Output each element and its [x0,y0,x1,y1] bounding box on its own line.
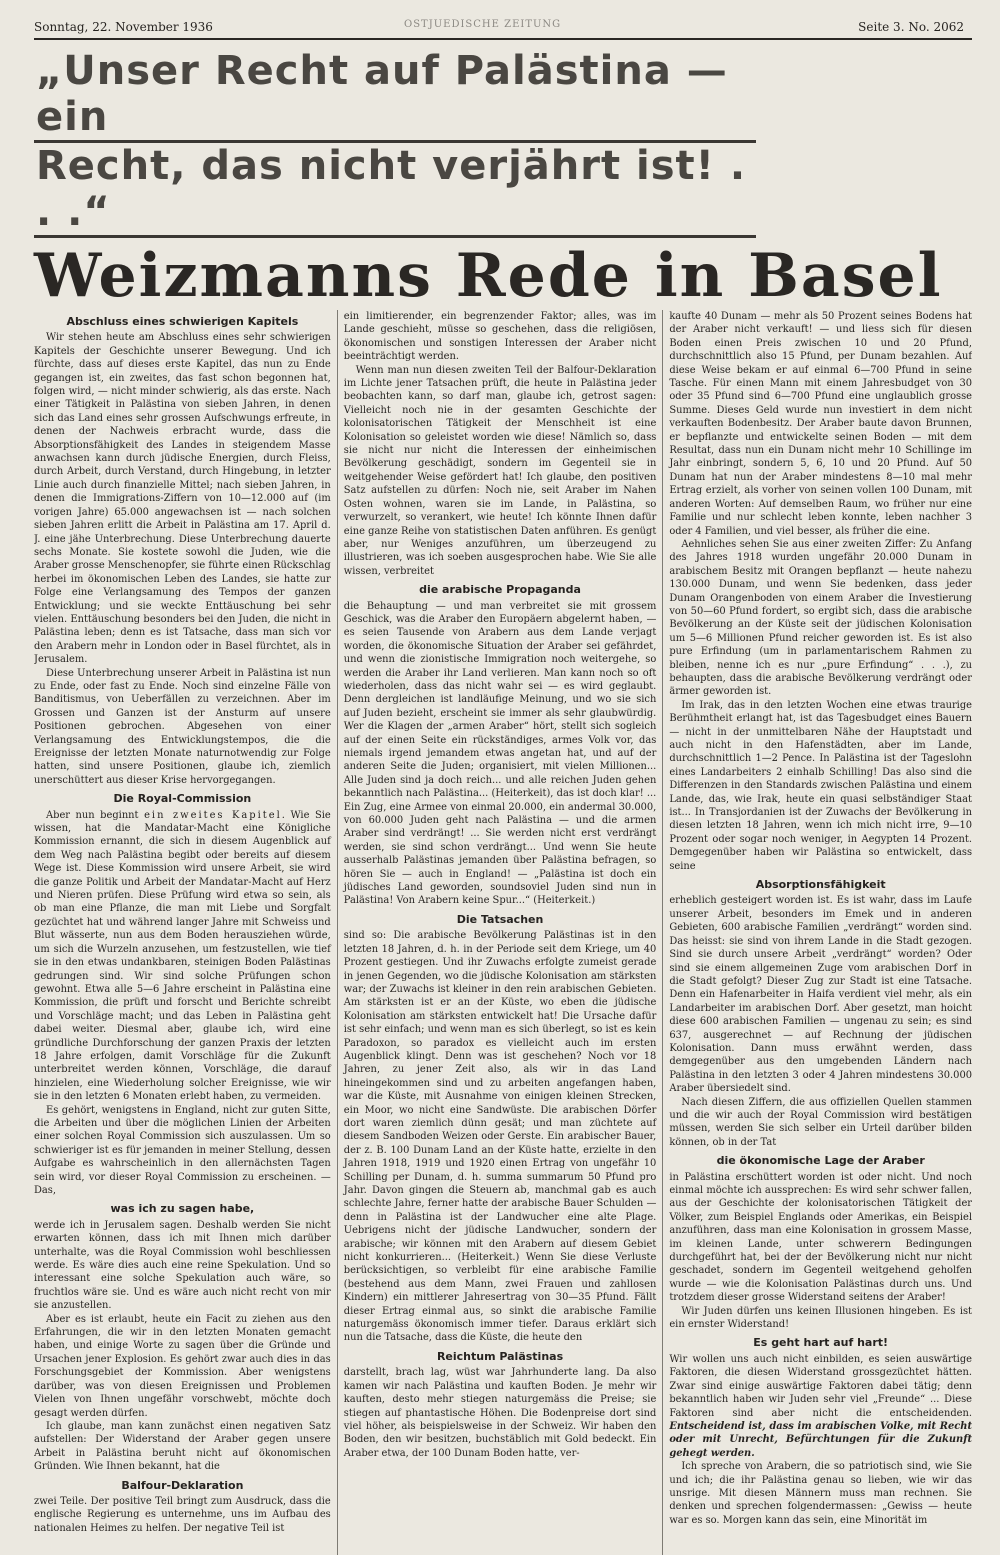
paragraph: werde ich in Jerusalem sagen. Deshalb werden Sie nicht erwarten können, dass ich mit Ihnen mich darüber unterhalte, was die Royal Commission wohl beschliessen werde. Es wäre dies auch eine reine Spekulation. Und so interessant eine solche Spekulation auch wäre, so fruchtlos wäre sie. Und es wäre auch nicht recht von mir sie anzustellen. [34,1219,331,1312]
main-headline: Weizmanns Rede in Basel [34,241,943,311]
paragraph: Im Irak, das in den letzten Wochen eine etwas traurige Berühmtheit erlangt hat, ist das Tagesbudget eines Bauern — nicht in der unmittelbaren Nähe der Hauptstadt und auch nicht in den Hafenstädten, aber im Lande, durchschnittlich 1—2 Pence. In Palästina ist der Tageslohn eines Landarbeiters 2 einhalb Schilling! Das also sind die Differenzen in den Standards zwischen Palästina und einem Lande, das, wie Irak, heute ein quasi selbständiger Staat ist... In Transjordanien ist der Zuwachs der Bevölkerung in diesen letzten 18 Jahren, wenn ich mich nicht irre, 9—10 Prozent oder sogar noch weniger, in Aegypten 14 Prozent. Demgegenüber haben wir Palästina so entwickelt, dass seine [669,699,973,872]
paragraph: Wir wollen uns auch nicht einbilden, es seien auswärtige Faktoren, die diesen Widerstand grossgezüchtet hätten. Zwar sind einige auswärtige Faktoren dabei tätig; denn bekanntlich haben wir Juden sehr viel „Freunde“ ... Diese Faktoren sind aber nicht die entscheidenden. Entscheidend ist, dass im arabischen Volke, mit Recht oder mit Unrecht, Befürchtungen für die Zukunft gehegt werden. [669,1353,973,1459]
paragraph: darstellt, brach lag, wüst war Jahrhunderte lang. Da also kamen wir nach Palästina und kauften Boden. Je mehr wir kauften, desto mehr stiegen naturgemäss die Preise; sie stiegen auf phantastische Höhen. Die Bodenpreise dort sind viel höher, als beispielsweise in der Schweiz. Wir haben den Boden, den wir besitzen, buchstäblich mit Gold bedeckt. Ein Araber etwa, der 100 Dunam Boden hatte, ver- [343,1367,657,1459]
quote-headline-line-2: Recht, das nicht verjährt ist! . . .“ [34,143,756,238]
paragraph: erheblich gesteigert worden ist. Es ist wahr, dass im Laufe unserer Arbeit, besonders im Emek und in anderen Gebieten, 600 arabische Familien „verdrängt“ worden sind. Das heisst: sie sind von ihrem Lande in die Stadt gezogen. Sind sie durch unsere Arbeit „verdrängt“ worden? Oder sind sie einem allgemeinen Zuge vom arabischen Dorf in die Stadt gefolgt? Dieser Zug zur Stadt ist eine Tatsache. Denn ein Hafenarbeiter in Haifa verdient viel mehr, als ein Landarbeiter im arabischen Dorf. Aber gesetzt, man hoicht diese 600 arabischen Familien — ungenau zu sein; es sind 637, ausgerechnet — auf Rechnung der jüdischen Kolonisation. Dann muss erwähnt werden, dass demgegenüber aus den umgebenden Ländern nach Palästina in den letzten 3 oder 4 Jahren mindestens 30.000 Araber übersiedelt sind. [669,895,973,1095]
issue-date: Sonntag, 22. November 1936 [34,20,213,34]
subheading: die arabische Propaganda [419,583,581,597]
paragraph: Wir Juden dürfen uns keinen Illusionen hingeben. Es ist ein ernster Widerstand! [669,1305,973,1331]
paragraph: zwei Teile. Der positive Teil bringt zum Ausdruck, dass die englische Regierung es unternehme, uns im Aufbau des nationalen Heimes zu helfen. Der negative Teil ist [34,1495,331,1534]
paragraph: Es gehört, wenigstens in England, nicht zur guten Sitte, die Arbeiten und über die möglichen Linien der Arbeiten einer solchen Royal Commission sich auszulassen. Um so schwieriger ist es für jemanden in meiner Stellung, dessen Aufgabe es wahrscheinlich in den allernächsten Tagen sein wird, vor dieser Royal Commission zu erscheinen. —Das, [34,1104,331,1196]
subheading: was ich zu sagen habe, [110,1202,255,1216]
paragraph: kaufte 40 Dunam — mehr als 50 Prozent seines Bodens hat der Araber nicht verkauft! — und liess sich für diesen Boden einen Preis zwischen 10 und 20 Pfund, durchschnittlich also 15 Pfund, per Dunam bezahlen. Auf diese Weise bekam er auf einmal 6—700 Pfund in seine Tasche. Für einen Mann mit einem Jahresbudget von 30 oder 35 Pfund sind 6—700 Pfund eine unglaublich grosse Summe. Dieses Geld wurde nun investiert in dem nicht verkauften Bodenbesitz. Der Araber baute davon Brunnen, er bepflanzte und entwickelte seinen Boden — mit dem Resultat, dass nun ein Dunam nicht mehr 10 Schillinge im Jahr einbringt, sondern 5, 6, 10 und 20 Pfund. Auf 50 Dunam hat nun der Araber mindestens 8—10 mal mehr Ertrag erzielt, als vorher von seinen vollen 100 Dunam, mit anderen Worten: Auf demselben Raum, wo früher nur eine Familie und nur schlecht leben konnte, leben nachher 3 oder 4 Familien, und viel besser, als früher die eine. [669,311,973,537]
paragraph: Nach diesen Ziffern, die aus offiziellen Quellen stammen und die wir auch der Royal Commission wird bestätigen müssen, werden Sie sich selber ein Urteil darüber bilden können, ob in der Tat [669,1096,973,1148]
subheading: Balfour-Deklaration [121,1478,244,1492]
paragraph: Aber es ist erlaubt, heute ein Facit zu ziehen aus den Erfahrungen, die wir in den letzten Monaten gemacht haben, und einige Worte zu sagen über die Gründe und Ursachen jener Explosion. Es gehört zwar auch dies in das Forschungsgebiet der Kommission. Aber wenigstens darüber, was von diesen Ereignissen und Problemen Vielen von Ihnen ungefähr vorschwebt, möchte doch gesagt werden dürfen. [34,1313,331,1419]
column-3 [663,310,972,1555]
subheading: Abschluss eines schwierigen Kapitels [66,315,299,328]
paragraph: in Palästina erschüttert worden ist oder nicht. Und noch einmal möchte ich aussprechen: Es wird sehr schwer fallen, aus der Geschichte der kolonisatorischen Tätigkeit der Völker, zum Beispiel Englands oder Amerikas, ein Beispiel anzuführen, dass man eine Kolonisation in grossem Masse, im kleinen Lande, unter schwerern Bedingungen durchgeführt hat, bei der der Bevölkerung nicht nur nicht geschadet, sondern im Gegenteil weitgehend geholfen wurde — wie die Kolonisation Palästinas durch uns. Und trotzdem dieser grosse Widerstand seitens der Araber! [669,1171,973,1304]
paragraph: Wenn man nun diesen zweiten Teil der Balfour-Deklaration im Lichte jener Tatsachen prüft, die heute in Palästina jeder beobachten kann, so darf man, glaube ich, getrost sagen: Vielleicht noch nie in der gesamten Geschichte der kolonisatorischen Tätigkeit der Menschheit ist eine Kolonisation so geleistet worden wie diese! Nämlich so, dass sie nicht nur nicht die Interessen der einheimischen Bevölkerung geschädigt, sondern im Gegenteil sie in weitgehender Weise gefördert hat! Ich glaube, den positiven Satz aufstellen zu dürfen: Noch nie, seit Araber im Nahen Osten wohnen, waren sie im Lande, in Palästina, so verwurzelt, so verankert, wie heute! Ich könnte Ihnen dafür eine ganze Reihe von statistischen Daten anführen. Es genügt aber, nur Weniges anzuführen, um überzeugend zu illustrieren, was ich soeben ausgesprochen habe. Wie Sie alle wissen, verbreitet [343,364,657,577]
paragraph: Aber nun beginnt ein zweites Kapitel. Wie Sie wissen, hat die Mandatar-Macht eine Königliche Kommission ernannt, die sich in diesem Augenblick auf dem Weg nach Palästina begibt oder bereits auf diesem Wege ist. Diese Kommission wird unsere Arbeit, sie wird die ganze Politik und Arbeit der Mandatar-Macht auf Herz und Nieren prüfen. Diese Prüfung wird etwa so sein, als ob man eine Pflanze, die man mit Liebe und Sorgfalt gezüchtet hat und während langer Jahre mit Schweiss und Blut wässerte, nun aus dem Boden herausziehen würde, um sich die Wurzeln anzusehen, um festzustellen, wie tief sie in den etwas undankbaren, steinigen Boden Palästinas gedrungen sind. Wir sind solche Prüfungen schon gewohnt. Etwa alle 5—6 Jahre erscheint in Palästina eine Kommission, die prüft und forscht und Berichte schreibt und Vorschläge macht; und das Leben in Palästina geht dabei weiter. Diesmal aber, glaube ich, wird eine gründliche Durchforschung der ganzen Praxis der letzten 18 Jahre erfolgen, damit Vorschläge für die Zukunft unterbreitet werden können, Vorschläge, die darauf hinzielen, eine Wiederholung solcher Ereignisse, wie wir sie in den letzten 6 Monaten erlebt haben, zu vermeiden. [34,809,331,1103]
paragraph: Aehnliches sehen Sie aus einer zweiten Ziffer: Zu Anfang des Jahres 1918 wurden ungefähr 20.000 Dunam in arabischem Besitz mit Orangen bepflanzt — heute nahezu 130.000 Dunam, und wenn Sie bedenken, dass jeder Dunam Orangenboden von einem Araber die Investierung von 50—60 Pfund fordert, so ergibt sich, dass die arabische Bevölkerung an der Küste seit der jüdischen Kolonisation um 5—6 Millionen Pfund reicher geworden ist. Es ist also pure Erfindung (um in parlamentarischem Rahmen zu bleiben, nenne ich es nur „pure Erfindung“ . . .), zu behaupten, dass die arabische Bevölkerung verdrängt oder ärmer geworden ist. [669,538,973,698]
column-1 [34,310,337,1555]
subheading: die ökonomische Lage der Araber [716,1154,925,1168]
paragraph: Ich glaube, man kann zunächst einen negativen Satz aufstellen: Der Widerstand der Araber gegen unsere Arbeit in Palästina beruht nicht auf ökonomischen Gründen. Wie Ihnen bekannt, hat die [34,1420,331,1473]
paragraph: die Behauptung — und man verbreitet sie mit grossem Geschick, was die Araber den Europäern abgelernt haben, — es seien Tausende von Arabern aus dem Lande verjagt worden, die ökonomische Situation der Araber sei gefährdet, und wenn die zionistische Immigration noch weitergehe, so werden die Araber ihr Land verlieren. Man kann noch so oft wiederholen, dass das nicht wahr sei — es wird geglaubt. Denn dergleichen ist landläufige Meinung, und wo sie sich auf Juden bezieht, erscheint sie immer als sehr glaubwürdig. Wer die Klagen der „armen Araber“ hört, stellt sich sogleich auf der einen Seite ein rückständiges, armes Volk vor, das niemals irgend jemandem etwas angetan hat, und auf der anderen Seite die Juden; organisiert, mit vielen Millionen... Alle Juden sind ja doch reich... und alle reichen Juden gehen bekanntlich nach Palästina... (Heiterkeit), das ist doch klar! ... Ein Zug, eine Armee von einmal 20.000, ein andermal 30.000, von 60.000 Juden geht nach Palästina — und die armen Araber sind verdrängt! ... Sie werden nicht erst verdrängt werden, sie sind schon verdrängt... Und wenn Sie heute ausserhalb Palästinas jemanden über Palästina befragen, so hören Sie — auch in England! — „Palästina ist doch ein jüdisches Land geworden, soundsoviel Juden sind nun in Palästina! Von Arabern keine Spur...“ (Heiterkeit.) [343,600,657,907]
masthead [34,16,972,40]
quote-headline [34,48,804,238]
subheading: Die Tatsachen [456,912,544,926]
quote-headline-line-1: „Unser Recht auf Palästina — ein [34,48,756,143]
subheading: Es geht hart auf hart! [753,1336,889,1350]
paragraph: sind so: Die arabische Bevölkerung Palästinas ist in den letzten 18 Jahren, d. h. in der Periode seit dem Kriege, um 40 Prozent gestiegen. Und ihr Zuwachs erfolgte zumeist gerade in jenen Gegenden, wo die jüdische Kolonisation am stärksten war; der Zuwachs ist kleiner in den rein arabischen Gebieten. Am stärksten ist er an der Küste, wo eben die jüdische Kolonisation am stärksten entwickelt hat! Die Ursache dafür ist sehr einfach; und wenn man es sich überlegt, so ist es kein Paradoxon, so paradox es vielleicht auch im ersten Augenblick klingt. Denn was ist geschehen? Noch vor 18 Jahren, zu jener Zeit also, als wir in das Land hineingekommen sind und zu arbeiten angefangen haben, war die Küste, mit Ausnahme von einigen kleinen Strecken, ein Moor, wo nicht eine Sandwüste. Die arabischen Dörfer dort waren ziemlich dünn gesät; und man züchtete auf diesem Sandboden Weizen oder Gerste. Ein arabischer Bauer, der z. B. 100 Dunam Land an der Küste hatte, erzielte in den Jahren 1918, 1919 und 1920 einen Ertrag von ungefähr 10 Schilling per Dunam, d. h. summa summarum 50 Pfund pro Jahr. Davon gingen die Steuern ab, manchmal gab es auch schlechte Jahre, ferner hatte der arabische Bauer Schulden — denn in Palästina ist der Landwucher eine alte Plage. Uebrigens nicht der jüdische Landwucher, sondern der arabische; wir können mit den Arabern auf diesem Gebiet nicht konkurrieren... (Heiterkeit.) Wenn Sie diese Verluste berücksichtigen, so verbleibt für eine arabische Familie (bestehend aus dem Mann, zwei Frauen und zahllosen Kindern) ein mittlerer Jahresertrag von 30—35 Pfund. Fällt dieser Ertrag einmal aus, so sinkt die arabische Familie naturgemäss ökonomisch immer tiefer. Daraus erklärt sich nun die Tatsache, dass die Küste, die heute den [343,930,657,1344]
paragraph: Wir stehen heute am Abschluss eines sehr schwierigen Kapitels der Geschichte unserer Bewegung. Und ich fürchte, dass auf dieses erste Kapitel, das nun zu Ende gegangen ist, ein zweites, das fast schon begonnen hat, folgen wird, — nicht minder schwierig, als das erste. Nach einer Tätigkeit in Palästina von sieben Jahren, in denen sich das Land eines sehr grossen Aufschwungs erfreute, in denen der Nachweis erbracht wurde, dass die Absorptionsfähigkeit des Landes in steigendem Masse anwachsen kann durch jüdische Energien, durch Fleiss, durch Arbeit, durch Verstand, durch Hingebung, in letzter Linie auch durch finanzielle Mittel; nach sieben Jahren, in denen die Immigrations-Ziffern von 10—12.000 auf (im vorigen Jahre) 65.000 angewachsen ist — nach solchen sieben Jahren erlitt die Arbeit in Palästina am 17. April d. J. eine jähe Unterbrechung. Diese Unterbrechung dauerte sechs Monate. Sie kostete sowohl die Juden, wie die Araber grosse Menschenopfer, sie führte einen Rückschlag herbei im ökonomischen Leben des Landes, sie hatte zur Folge eine Verlangsamung des Tempos der ganzen Entwicklung; und sie weckte Enttäuschung bei sehr vielen. Enttäuschung besonders bei den Juden, die nicht in Palästina leben; denn es ist Tatsache, dass man sich vor den Arabern mehr in London oder in Basel fürchtet, als in Jerusalem. [34,332,331,666]
article-columns [34,310,972,1555]
newspaper-name: OSTJUEDISCHE ZEITUNG [404,19,562,30]
subheading: Reichtum Palästinas [436,1349,564,1363]
paragraph: ein limitierender, ein begrenzender Faktor; alles, was im Lande geschieht, müsse so geschehen, dass die religiösen, ökonomischen und sonstigen Interessen der Araber nicht beeinträchtigt werden. [343,311,657,363]
column-2 [337,310,664,1555]
subheading: Absorptionsfähigkeit [755,878,886,892]
paragraph: Ich spreche von Arabern, die so patriotisch sind, wie Sie und ich; die ihr Palästina genau so lieben, wie wir das unsrige. Mit diesen Männern muss man rechnen. Sie denken und sprechen folgendermassen: „Gewiss — heute war es so. Morgen kann das sein, eine Minorität im [669,1461,973,1526]
page-number: Seite 3. No. 2062 [858,20,964,34]
paragraph: Diese Unterbrechung unserer Arbeit in Palästina ist nun zu Ende, oder fast zu Ende. Noch sind einzelne Fälle von Banditismus, von Ueberfällen zu verzeichnen. Aber im Grossen und Ganzen ist der Ansturm auf unsere Positionen gebrochen. Abgesehen von einer Verlangsamung des Entwicklungstempos, die die Ereignisse der letzten Monate naturnotwendig zur Folge hatten, sind unsere Positionen, glaube ich, ziemlich unerschüttert aus dieser Krise hervorgegangen. [34,667,331,786]
subheading: Die Royal-Commission [113,792,252,806]
